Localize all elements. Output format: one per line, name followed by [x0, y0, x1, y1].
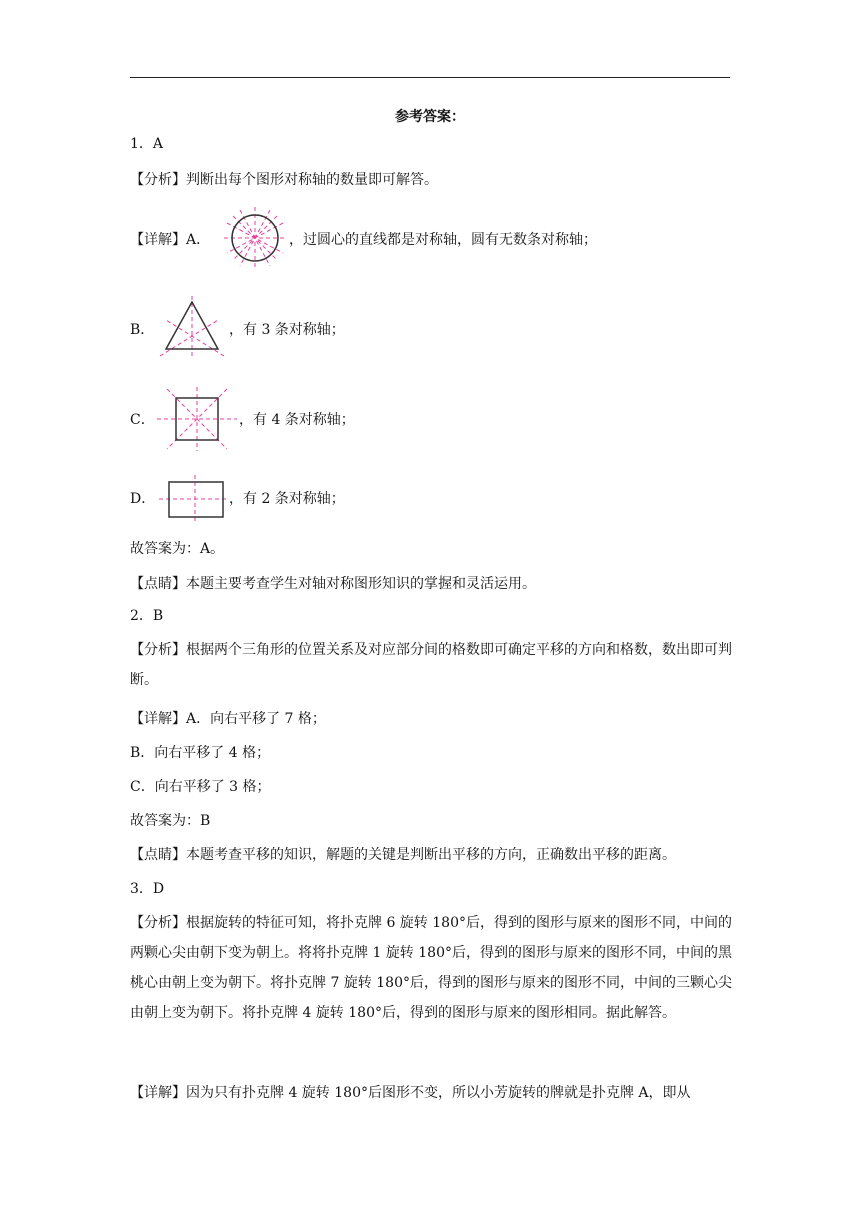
q1-analysis: 【分析】判断出每个图形对称轴的数量即可解答。: [130, 172, 438, 188]
page-title: 参考答案：: [395, 109, 465, 125]
q2-number: 2．B: [130, 608, 164, 624]
rectangle-figure-icon: [157, 474, 229, 524]
q2-line-b: B．向右平移了 4 格；: [130, 745, 271, 761]
q1-c-text: ，有 4 条对称轴；: [239, 412, 355, 428]
q3-detail: 【详解】因为只有扑克牌 4 旋转 180°后图形不变，所以小芳旋转的牌就是扑克牌 A，即从: [130, 1085, 691, 1101]
q3-analysis: 【分析】根据旋转的特征可知，将扑克牌 6 旋转 180°后，得到的图形与原来的图形不同，中间的两颗心尖由朝下变为朝上。将将扑克牌 1 旋转 180°后，得到的图形与原来的图形不同，中间的黑桃心由朝上变为朝下。将扑克牌 7 旋转 180°后，得到的图形与原来的图形不同，中间的三颗心尖由朝上变为朝下。将扑克牌 4 旋转 180°后，得到的图形与原来的图形相同。据此解答。: [130, 915, 732, 1021]
q2-line-c: C．向右平移了 3 格；: [130, 779, 271, 795]
q2-comment: 【点睛】本题考查平移的知识，解题的关键是判断出平移的方向，正确数出平移的距离。: [130, 847, 676, 863]
square-figure-icon: [155, 385, 239, 453]
q1-d-text: ，有 2 条对称轴；: [229, 491, 345, 507]
q1-answer: 故答案为：A。: [130, 541, 225, 557]
q3-number: 3．D: [130, 881, 165, 897]
triangle-figure-icon: [156, 294, 228, 360]
q1-detail-label: 【详解】A．: [130, 232, 211, 248]
q1-d-label: D．: [130, 491, 156, 507]
q1-detail-a: ，过圆心的直线都是对称轴，圆有无数条对称轴；: [289, 232, 597, 248]
q1-c-label: C．: [130, 412, 155, 428]
header-rule: [130, 77, 730, 78]
q2-detail: 【详解】A．向右平移了 7 格；: [130, 711, 326, 727]
q1-b-text: ，有 3 条对称轴；: [229, 322, 345, 338]
circle-figure-icon: [222, 205, 288, 271]
q1-comment: 【点睛】本题主要考查学生对轴对称图形知识的掌握和灵活运用。: [130, 576, 536, 592]
q1-b-label: B．: [130, 322, 155, 338]
q2-analysis: 【分析】根据两个三角形的位置关系及对应部分间的格数即可确定平移的方向和格数，数出即可判断。: [130, 642, 732, 688]
q2-answer: 故答案为：B: [130, 813, 211, 829]
q1-number: 1．A: [130, 136, 164, 152]
